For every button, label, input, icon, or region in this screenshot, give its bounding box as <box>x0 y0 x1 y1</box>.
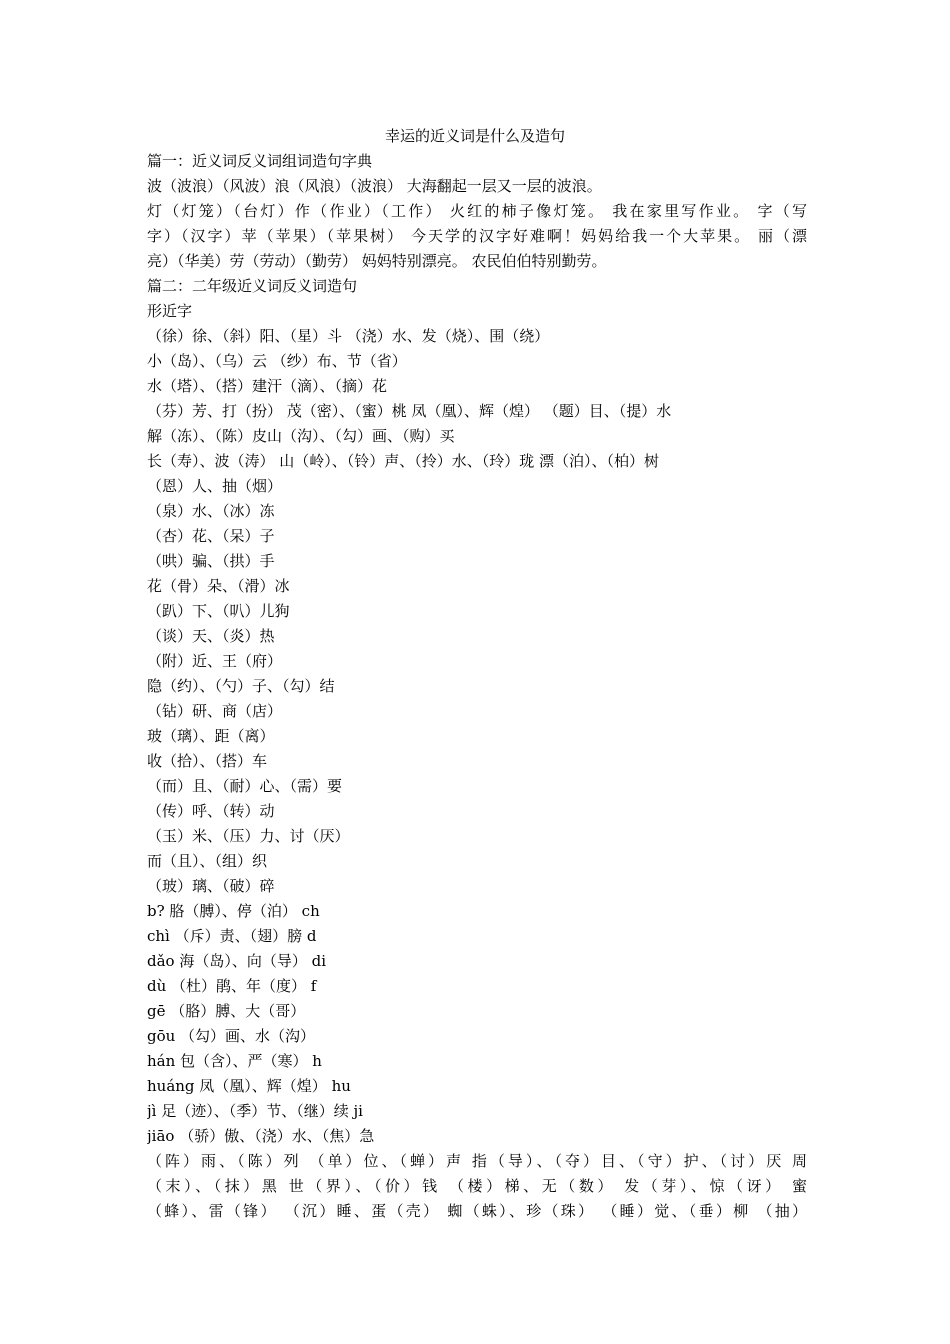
text-line: 水（塔）、（搭）建汗（滴）、（摘）花 <box>147 377 388 395</box>
text-line: （玉）米、（压）力、讨（厌） <box>147 827 350 845</box>
text-line: hán 包（含）、严（寒） h <box>147 1052 322 1070</box>
text-line: 波（波浪）（风波）浪（风浪）（波浪） 大海翻起一层又一层的波浪。 <box>147 177 602 195</box>
text-line: 篇二：二年级近义词反义词造句 <box>147 277 358 295</box>
text-line: （阵）雨、（陈）列 （单）位、（蝉）声 指（导）、（夺）目、（守）护、（讨）厌 周 <box>147 1152 807 1170</box>
text-line: （杏）花、（呆）子 <box>147 527 275 545</box>
text-line: 亮）（华美）劳（劳动）（勤劳） 妈妈特别漂亮。 农民伯伯特别勤劳。 <box>147 252 607 270</box>
text-line: dù （杜）鹃、年（度） f <box>147 977 317 995</box>
text-line: （芬）芳、打（扮） 茂（密）、（蜜）桃 凤（凰）、辉（煌） （题）目、（提）水 <box>147 402 672 420</box>
text-line: （泉）水、（冰）冻 <box>147 502 275 520</box>
text-line: 小（岛）、（乌）云 （纱）布、节（省） <box>147 352 407 370</box>
text-line: jiāo （骄）傲、（浇）水、（焦）急 <box>147 1127 375 1145</box>
text-line: 花（骨）朵、（滑）冰 <box>147 577 290 595</box>
text-line: （传）呼、（转）动 <box>147 802 275 820</box>
text-line: （附）近、王（府） <box>147 652 283 670</box>
text-line: （恩）人、抽（烟） <box>147 477 283 495</box>
text-line: 而（且）、（组）织 <box>147 852 268 870</box>
document-body <box>147 149 807 1224</box>
text-line: huáng 凤（凰）、辉（煌） hu <box>147 1077 351 1095</box>
text-line: 灯（灯笼）（台灯）作（作业）（工作） 火红的柿子像灯笼。 我在家里写作业。 字（写 <box>147 202 807 220</box>
text-line: dǎo 海（岛）、向（导） di <box>147 952 327 970</box>
text-line: gōu （勾）画、水（沟） <box>147 1027 316 1045</box>
text-line: 长（寿）、波（涛） 山（岭）、（铃）声、（拎）水、（玲）珑 漂（泊）、（柏）树 <box>147 452 660 470</box>
text-line: （玻）璃、（破）碎 <box>147 877 275 895</box>
text-line: jì 足（迹）、（季）节、（继）续 ji <box>147 1102 363 1120</box>
text-line: 篇一：近义词反义词组词造句字典 <box>147 152 373 170</box>
text-line: b? 胳（膊）、停（泊） ch <box>147 902 320 920</box>
text-line: gē （胳）膊、大（哥） <box>147 1002 306 1020</box>
document-title: 幸运的近义词是什么及造句 <box>384 127 565 145</box>
text-line: 隐（约）、（勺）子、（勾）结 <box>147 677 335 695</box>
text-line: 形近字 <box>147 302 193 320</box>
text-line: 解（冻）、（陈）皮山（沟）、（勾）画、（购）买 <box>147 427 455 445</box>
text-line: 字）（汉字）苹（苹果）（苹果树） 今天学的汉字好难啊！妈妈给我一个大苹果。 丽（漂 <box>147 227 807 245</box>
text-line: （蜂）、雷（锋） （沉）睡、蛋（壳） 蜘（蛛）、珍（珠） （睡）觉、（垂）柳 （抽） <box>147 1202 807 1220</box>
text-line: （趴）下、（叭）儿狗 <box>147 602 290 620</box>
text-line: （末）、（抹）黑 世（界）、（价）钱 （楼）梯、无（数） 发（芽）、惊（讶） 蜜 <box>147 1177 807 1195</box>
text-line: （钻）研、商（店） <box>147 702 283 720</box>
text-line: 收（拾）、（搭）车 <box>147 752 268 770</box>
text-line: （谈）天、（炎）热 <box>147 627 275 645</box>
text-line: （而）且、（耐）心、（需）要 <box>147 777 343 795</box>
text-line: （徐）徐、（斜）阳、（星）斗 （浇）水、发（烧）、围（绕） <box>147 327 550 345</box>
text-line: chì （斥）责、（翅）膀 d <box>147 927 317 945</box>
text-line: （哄）骗、（拱）手 <box>147 552 275 570</box>
text-line: 玻（璃）、距（离） <box>147 727 275 745</box>
